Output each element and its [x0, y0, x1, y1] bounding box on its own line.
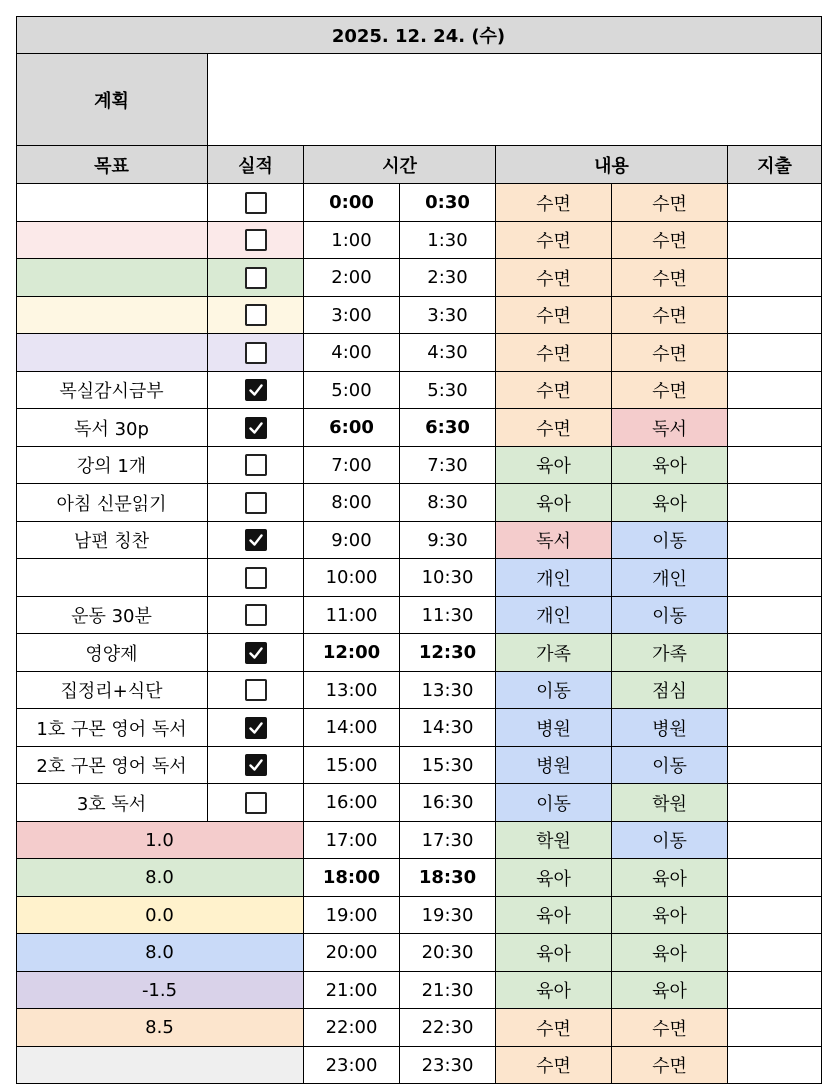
content-cell-2[interactable]: 학원: [612, 784, 728, 822]
summary-cell[interactable]: -1.5: [16, 972, 304, 1009]
time-end: 19:30: [400, 897, 496, 934]
checked-checkbox[interactable]: [245, 417, 267, 439]
done-cell: [208, 184, 304, 222]
done-cell: [208, 372, 304, 409]
content-cell-1[interactable]: 수면: [496, 334, 612, 372]
content-cell-2[interactable]: 수면: [612, 259, 728, 297]
goal-cell[interactable]: [16, 222, 208, 259]
time-start: 1:00: [304, 222, 400, 259]
expense-cell[interactable]: [728, 597, 822, 634]
content-cell-1[interactable]: 육아: [496, 859, 612, 897]
unchecked-checkbox[interactable]: [245, 192, 267, 214]
content-cell-2[interactable]: 육아: [612, 934, 728, 972]
time-end: 11:30: [400, 597, 496, 634]
checked-checkbox[interactable]: [245, 717, 267, 739]
unchecked-checkbox[interactable]: [245, 492, 267, 514]
content-cell-2[interactable]: 수면: [612, 1047, 728, 1084]
expense-cell[interactable]: [728, 1047, 822, 1084]
done-cell: [208, 484, 304, 522]
content-cell-2[interactable]: 가족: [612, 634, 728, 672]
content-cell-1[interactable]: 개인: [496, 597, 612, 634]
time-end: 0:30: [400, 184, 496, 222]
expense-cell[interactable]: [728, 672, 822, 709]
content-cell-2[interactable]: 이동: [612, 822, 728, 859]
content-cell-2[interactable]: 육아: [612, 484, 728, 522]
content-cell-1[interactable]: 육아: [496, 897, 612, 934]
content-cell-1[interactable]: 수면: [496, 297, 612, 334]
content-cell-1[interactable]: 수면: [496, 1009, 612, 1047]
content-cell-1[interactable]: 수면: [496, 372, 612, 409]
content-cell-2[interactable]: 수면: [612, 1009, 728, 1047]
content-cell-1[interactable]: 육아: [496, 934, 612, 972]
content-cell-1[interactable]: 수면: [496, 222, 612, 259]
checked-checkbox[interactable]: [245, 529, 267, 551]
header-expense: 지출: [728, 146, 822, 184]
content-cell-2[interactable]: 수면: [612, 297, 728, 334]
time-end: 8:30: [400, 484, 496, 522]
time-start: 4:00: [304, 334, 400, 372]
done-cell: [208, 634, 304, 672]
unchecked-checkbox[interactable]: [245, 567, 267, 589]
content-cell-1[interactable]: 이동: [496, 784, 612, 822]
content-cell-1[interactable]: 수면: [496, 259, 612, 297]
goal-cell[interactable]: 2호 구몬 영어 독서: [16, 747, 208, 784]
expense-cell[interactable]: [728, 297, 822, 334]
done-cell: [208, 297, 304, 334]
goal-cell[interactable]: 1호 구몬 영어 독서: [16, 709, 208, 747]
unchecked-checkbox[interactable]: [245, 342, 267, 364]
goal-cell[interactable]: 독서 30p: [16, 409, 208, 447]
expense-cell[interactable]: [728, 259, 822, 297]
time-start: 16:00: [304, 784, 400, 822]
goal-cell[interactable]: 목실감시금부: [16, 372, 208, 409]
done-cell: [208, 447, 304, 484]
expense-cell[interactable]: [728, 222, 822, 259]
time-start: 2:00: [304, 259, 400, 297]
expense-cell[interactable]: [728, 709, 822, 747]
content-cell-2[interactable]: 육아: [612, 972, 728, 1009]
checked-checkbox[interactable]: [245, 754, 267, 776]
time-end: 5:30: [400, 372, 496, 409]
time-end: 9:30: [400, 522, 496, 559]
content-cell-2[interactable]: 육아: [612, 447, 728, 484]
time-start: 23:00: [304, 1047, 400, 1084]
expense-cell[interactable]: [728, 447, 822, 484]
content-cell-2[interactable]: 육아: [612, 859, 728, 897]
time-start: 0:00: [304, 184, 400, 222]
time-end: 1:30: [400, 222, 496, 259]
expense-cell[interactable]: [728, 784, 822, 822]
unchecked-checkbox[interactable]: [245, 679, 267, 701]
time-end: 10:30: [400, 559, 496, 597]
goal-cell[interactable]: [16, 334, 208, 372]
time-end: 18:30: [400, 859, 496, 897]
done-cell: [208, 259, 304, 297]
expense-cell[interactable]: [728, 934, 822, 972]
time-end: 12:30: [400, 634, 496, 672]
content-cell-2[interactable]: 수면: [612, 184, 728, 222]
time-end: 20:30: [400, 934, 496, 972]
plan-value[interactable]: [208, 54, 822, 146]
time-start: 14:00: [304, 709, 400, 747]
done-cell: [208, 522, 304, 559]
goal-cell[interactable]: [16, 559, 208, 597]
time-end: 14:30: [400, 709, 496, 747]
content-cell-2[interactable]: 이동: [612, 747, 728, 784]
time-start: 17:00: [304, 822, 400, 859]
content-cell-2[interactable]: 독서: [612, 409, 728, 447]
goal-cell[interactable]: 강의 1개: [16, 447, 208, 484]
time-start: 9:00: [304, 522, 400, 559]
done-cell: [208, 709, 304, 747]
content-cell-1[interactable]: 수면: [496, 184, 612, 222]
header-goal: 목표: [16, 146, 208, 184]
header-done: 실적: [208, 146, 304, 184]
content-cell-2[interactable]: 수면: [612, 334, 728, 372]
summary-cell[interactable]: 0.0: [16, 897, 304, 934]
content-cell-2[interactable]: 수면: [612, 222, 728, 259]
done-cell: [208, 559, 304, 597]
time-end: 3:30: [400, 297, 496, 334]
content-cell-1[interactable]: 개인: [496, 559, 612, 597]
done-cell: [208, 672, 304, 709]
checkmark-icon: [248, 645, 264, 661]
header-time: 시간: [304, 146, 496, 184]
time-start: 19:00: [304, 897, 400, 934]
goal-cell[interactable]: [16, 259, 208, 297]
goal-cell[interactable]: [16, 184, 208, 222]
content-cell-1[interactable]: 병원: [496, 709, 612, 747]
expense-cell[interactable]: [728, 822, 822, 859]
time-start: 12:00: [304, 634, 400, 672]
expense-cell[interactable]: [728, 897, 822, 934]
content-cell-1[interactable]: 가족: [496, 634, 612, 672]
unchecked-checkbox[interactable]: [245, 604, 267, 626]
summary-cell[interactable]: 8.5: [16, 1009, 304, 1047]
content-cell-1[interactable]: 학원: [496, 822, 612, 859]
time-start: 6:00: [304, 409, 400, 447]
done-cell: [208, 747, 304, 784]
time-end: 13:30: [400, 672, 496, 709]
time-start: 8:00: [304, 484, 400, 522]
checkmark-icon: [248, 720, 264, 736]
content-cell-2[interactable]: 이동: [612, 597, 728, 634]
summary-cell[interactable]: 1.0: [16, 822, 304, 859]
content-cell-2[interactable]: 수면: [612, 372, 728, 409]
time-end: 4:30: [400, 334, 496, 372]
content-cell-2[interactable]: 병원: [612, 709, 728, 747]
content-cell-1[interactable]: 병원: [496, 747, 612, 784]
done-cell: [208, 409, 304, 447]
time-start: 15:00: [304, 747, 400, 784]
content-cell-2[interactable]: 이동: [612, 522, 728, 559]
done-cell: [208, 597, 304, 634]
goal-cell[interactable]: 남편 칭찬: [16, 522, 208, 559]
expense-cell[interactable]: [728, 634, 822, 672]
goal-cell[interactable]: 집정리+식단: [16, 672, 208, 709]
summary-cell[interactable]: 8.0: [16, 934, 304, 972]
unchecked-checkbox[interactable]: [245, 229, 267, 251]
checkmark-icon: [248, 382, 264, 398]
goal-cell[interactable]: 3호 독서: [16, 784, 208, 822]
done-cell: [208, 334, 304, 372]
time-start: 3:00: [304, 297, 400, 334]
checked-checkbox[interactable]: [245, 379, 267, 401]
content-cell-1[interactable]: 육아: [496, 447, 612, 484]
content-cell-2[interactable]: 개인: [612, 559, 728, 597]
time-start: 18:00: [304, 859, 400, 897]
time-start: 11:00: [304, 597, 400, 634]
expense-cell[interactable]: [728, 372, 822, 409]
done-cell: [208, 222, 304, 259]
expense-cell[interactable]: [728, 747, 822, 784]
unchecked-checkbox[interactable]: [245, 267, 267, 289]
time-end: 17:30: [400, 822, 496, 859]
content-cell-1[interactable]: 이동: [496, 672, 612, 709]
time-end: 16:30: [400, 784, 496, 822]
content-cell-2[interactable]: 육아: [612, 897, 728, 934]
checked-checkbox[interactable]: [245, 642, 267, 664]
time-start: 10:00: [304, 559, 400, 597]
time-end: 23:30: [400, 1047, 496, 1084]
goal-cell[interactable]: [16, 297, 208, 334]
checkmark-icon: [248, 420, 264, 436]
summary-cell[interactable]: 8.0: [16, 859, 304, 897]
unchecked-checkbox[interactable]: [245, 304, 267, 326]
done-cell: [208, 784, 304, 822]
header-content: 내용: [496, 146, 728, 184]
time-end: 7:30: [400, 447, 496, 484]
expense-cell[interactable]: [728, 184, 822, 222]
time-end: 21:30: [400, 972, 496, 1009]
content-cell-1[interactable]: 육아: [496, 484, 612, 522]
content-cell-1[interactable]: 독서: [496, 522, 612, 559]
content-cell-1[interactable]: 수면: [496, 409, 612, 447]
goal-cell[interactable]: 영양제: [16, 634, 208, 672]
expense-cell[interactable]: [728, 484, 822, 522]
time-start: 20:00: [304, 934, 400, 972]
content-cell-1[interactable]: 수면: [496, 1047, 612, 1084]
time-start: 22:00: [304, 1009, 400, 1047]
unchecked-checkbox[interactable]: [245, 792, 267, 814]
expense-cell[interactable]: [728, 972, 822, 1009]
unchecked-checkbox[interactable]: [245, 454, 267, 476]
plan-label: 계획: [16, 54, 208, 146]
time-start: 5:00: [304, 372, 400, 409]
goal-cell[interactable]: 아침 신문읽기: [16, 484, 208, 522]
time-start: 7:00: [304, 447, 400, 484]
checkmark-icon: [248, 532, 264, 548]
date-title[interactable]: 2025. 12. 24. (수): [16, 16, 822, 54]
content-cell-1[interactable]: 육아: [496, 972, 612, 1009]
goal-cell[interactable]: 운동 30분: [16, 597, 208, 634]
expense-cell[interactable]: [728, 334, 822, 372]
checkmark-icon: [248, 757, 264, 773]
expense-cell[interactable]: [728, 559, 822, 597]
expense-cell[interactable]: [728, 409, 822, 447]
time-start: 21:00: [304, 972, 400, 1009]
expense-cell[interactable]: [728, 859, 822, 897]
time-end: 15:30: [400, 747, 496, 784]
expense-cell[interactable]: [728, 522, 822, 559]
content-cell-2[interactable]: 점심: [612, 672, 728, 709]
time-end: 6:30: [400, 409, 496, 447]
expense-cell[interactable]: [728, 1009, 822, 1047]
time-end: 22:30: [400, 1009, 496, 1047]
time-start: 13:00: [304, 672, 400, 709]
time-end: 2:30: [400, 259, 496, 297]
summary-cell[interactable]: [16, 1047, 304, 1084]
